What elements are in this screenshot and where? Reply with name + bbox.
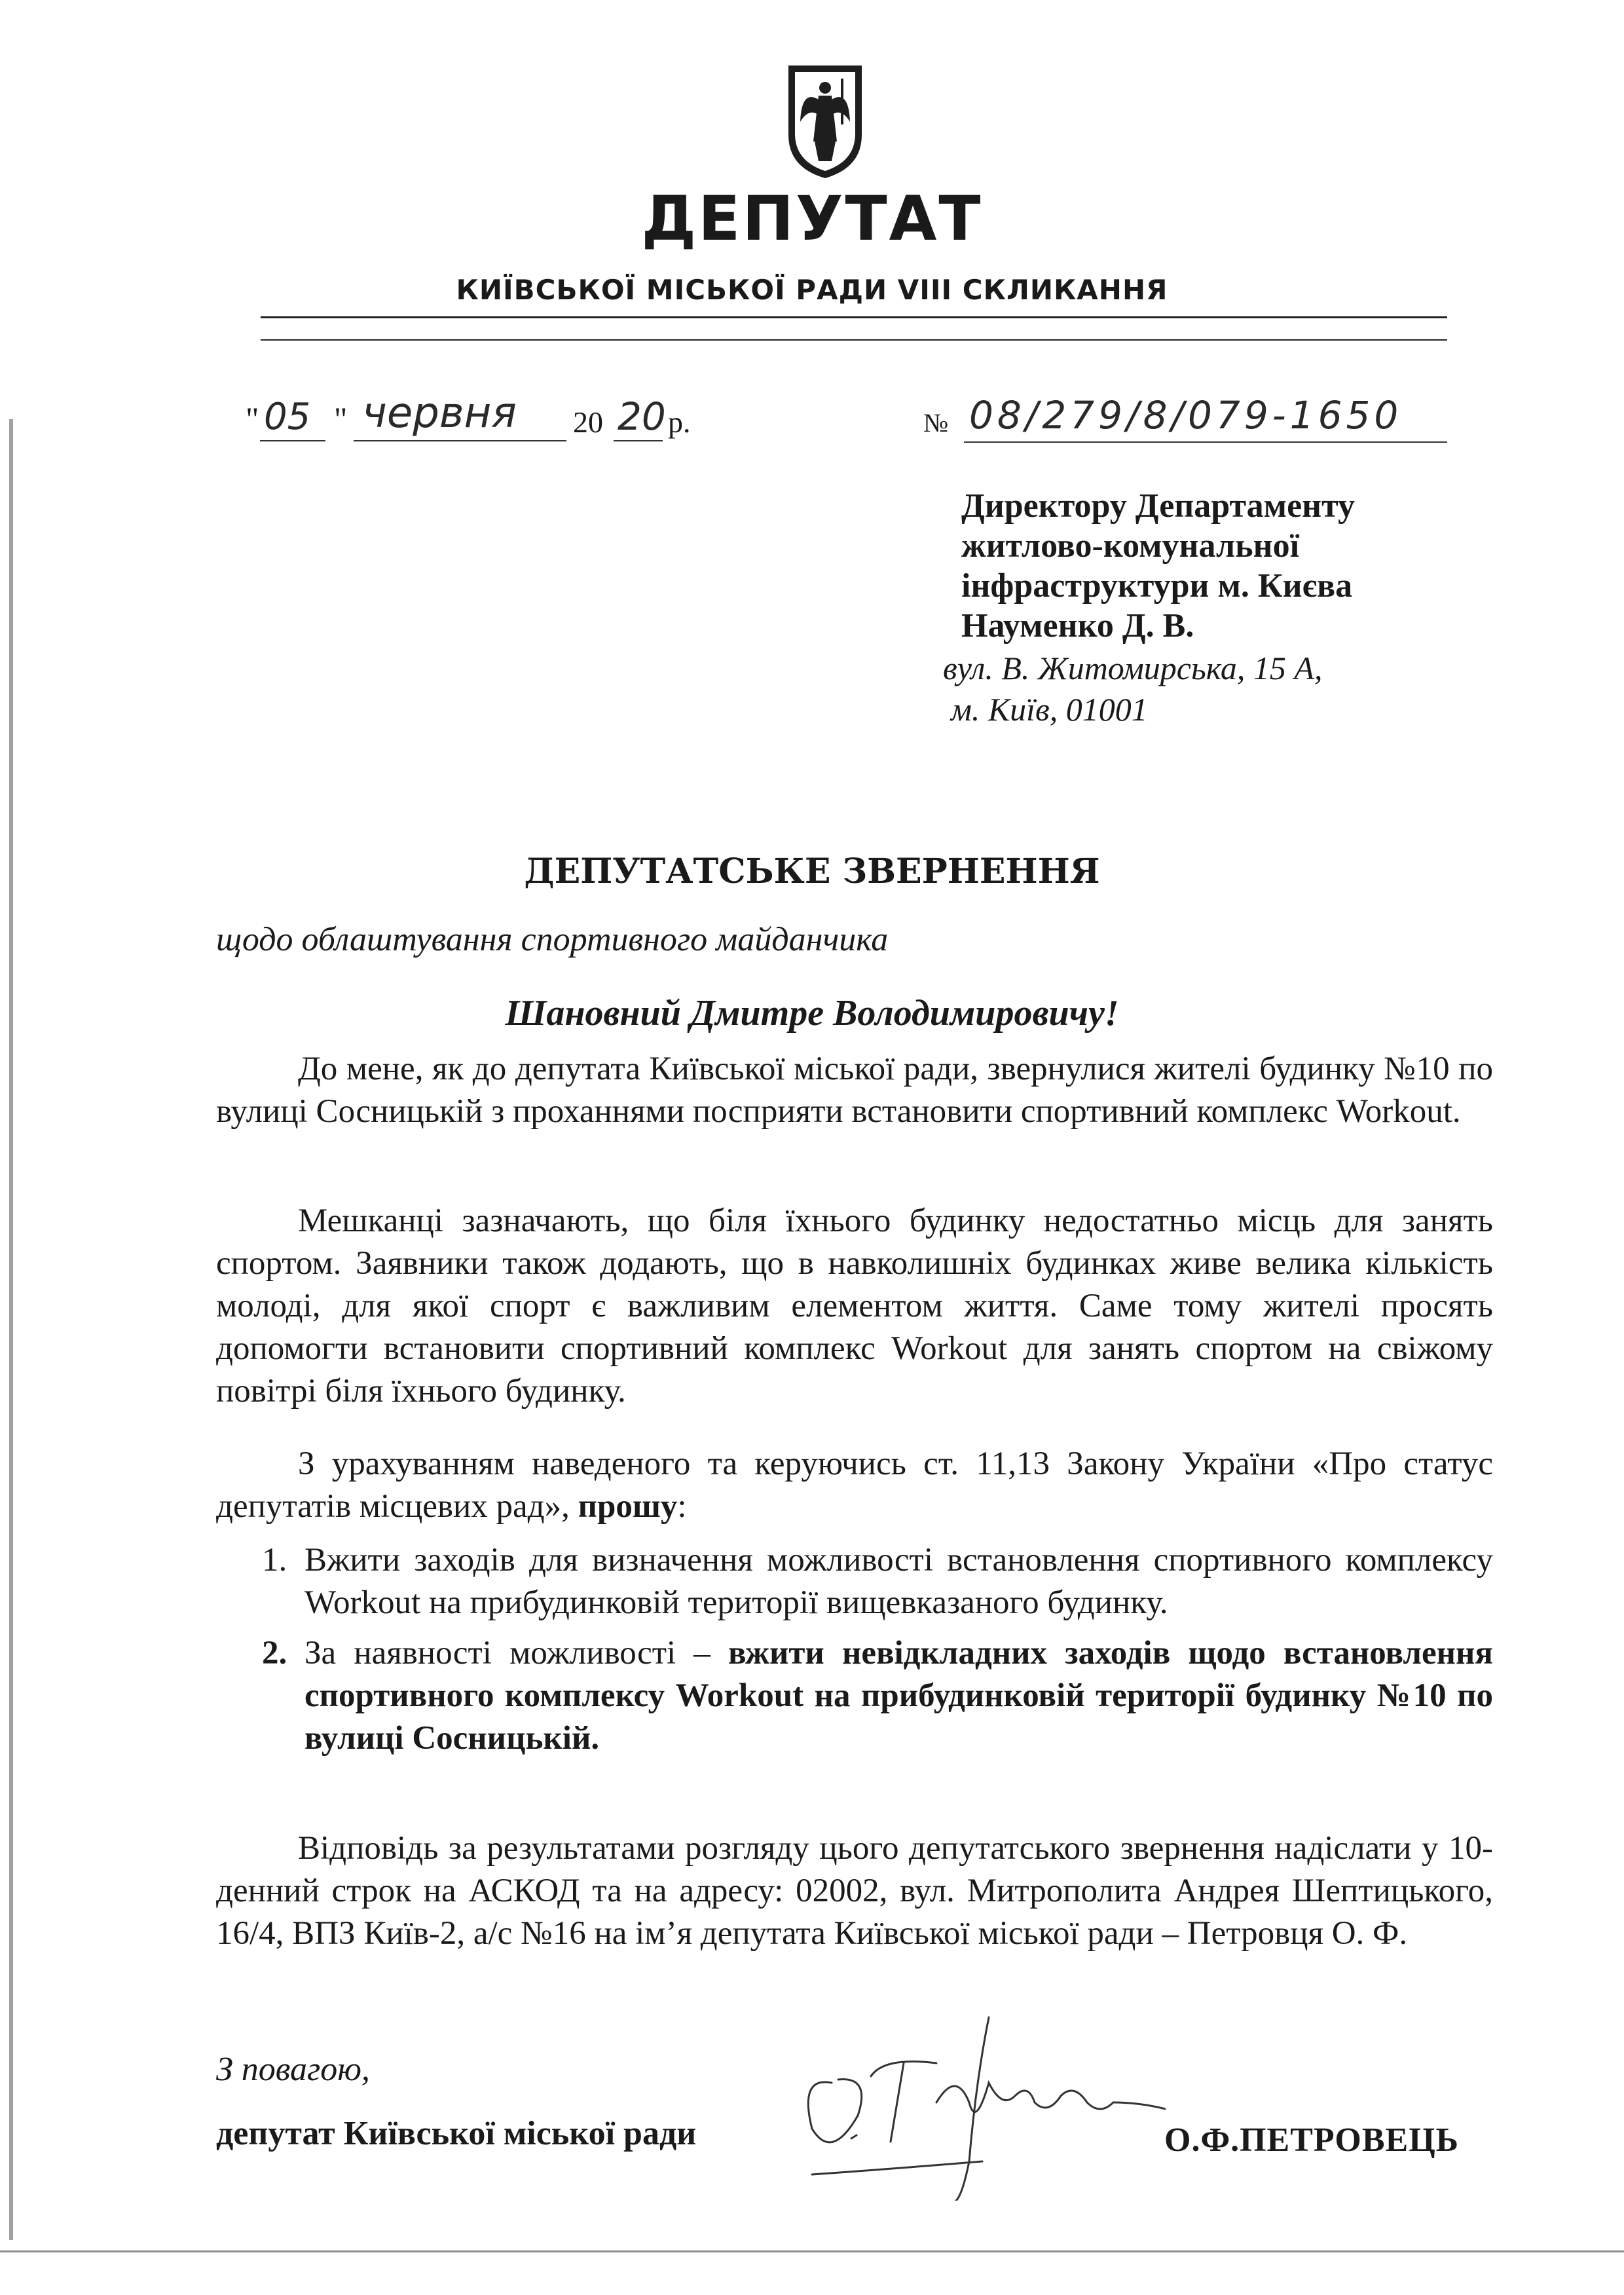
- body-paragraph-1: До мене, як до депутата Київської міської ради, звернулися жителі будинку №10 по вулиці Сосницькій з проханнями посприяти встановити спортивний комплекс Workout.: [216, 1051, 1493, 1130]
- document-title: ДЕПУТАТСЬКЕ ЗВЕРНЕННЯ: [524, 851, 1100, 891]
- salutation: Шановний Дмитре Володимировичу!: [505, 993, 1119, 1034]
- number-sign: №: [923, 408, 949, 438]
- body-paragraph-2: Мешканці зазначають, що біля їхнього будинку недостатньо місць для занять спортом. Заявники також додають, що в навколишніх будинках живе велика кількість молоді, для якої спорт є важливим елементом життя. Саме тому жителі просять допомогти встановити спортивний комплекс Workout для занять спортом на свіжому повітрі біля їхнього будинку.: [216, 1203, 1493, 1409]
- request-word: прошу: [578, 1488, 678, 1525]
- date-open-quote: ": [246, 400, 259, 437]
- handwritten-signature: [773, 2004, 1166, 2201]
- header-rule: [261, 339, 1447, 341]
- date-close-quote: ": [334, 400, 348, 437]
- signature-name: О.Ф.ПЕТРОВЕЦЬ: [1164, 2121, 1460, 2159]
- body-paragraph-4: Відповідь за результатами розгляду цього депутатського звернення надіслати у 10-денний строк на АСКОД та на адресу: 02002, вул. Митрополита Андрея Шептицького, 16/4, ВПЗ Київ-2, а/с №16 на ім’я депутата Київської міської ради – Петровця О. Ф.: [216, 1830, 1493, 1952]
- reference-number: [923, 386, 1447, 445]
- date-line: [246, 386, 737, 445]
- list-item: 1. Вжити заходів для визначення можливості встановлення спортивного комплексу Workout на прибудинковій території вищевказаного будинку.: [262, 1542, 1493, 1621]
- signature-greeting: З повагою,: [216, 2051, 370, 2088]
- council-title: КИЇВСЬКОЇ МІСЬКОЇ РАДИ VIII СКЛИКАННЯ: [456, 274, 1168, 306]
- date-year: 20: [618, 394, 666, 439]
- date-suffix: р.: [668, 405, 691, 439]
- addressee-line: житлово-комунальної: [961, 527, 1300, 565]
- addressee-line: інфраструктури м. Києва: [961, 567, 1353, 605]
- body-paragraph-3: З урахуванням наведеного та керуючись ст. 11,13 Закону України «Про статус депутатів місцевих рад», прошу:: [216, 1446, 1493, 1525]
- kyiv-coat-of-arms-icon: [786, 63, 864, 181]
- deputy-title: ДЕПУТАТ: [641, 183, 983, 255]
- scan-edge-left: [9, 419, 13, 2240]
- date-day: 05: [264, 396, 311, 438]
- addressee-line: Директору Департаменту: [961, 487, 1355, 525]
- addressee-name: Науменко Д. В.: [961, 607, 1194, 644]
- addressee-address: вул. В. Житомирська, 15 А,: [943, 650, 1323, 686]
- list-item: 2. За наявності можливості – вжити невідкладних заходів щодо встановлення спортивного комплексу Workout на прибудинковій території будинку №10 по вулиці Сосницькій.: [262, 1635, 1493, 1757]
- addressee-city: м. Київ, 01001: [951, 691, 1148, 728]
- reference-number-value: 08/279/8/079-1650: [969, 393, 1403, 438]
- date-month: червня: [362, 389, 517, 438]
- scan-edge-bottom: [0, 2250, 1624, 2252]
- header-rule: [261, 316, 1447, 318]
- date-century: 20: [573, 405, 603, 439]
- document-subject: щодо облаштування спортивного майданчика: [216, 921, 889, 958]
- signature-role: депутат Київської міської ради: [216, 2115, 697, 2152]
- request-list: [216, 1539, 1493, 1760]
